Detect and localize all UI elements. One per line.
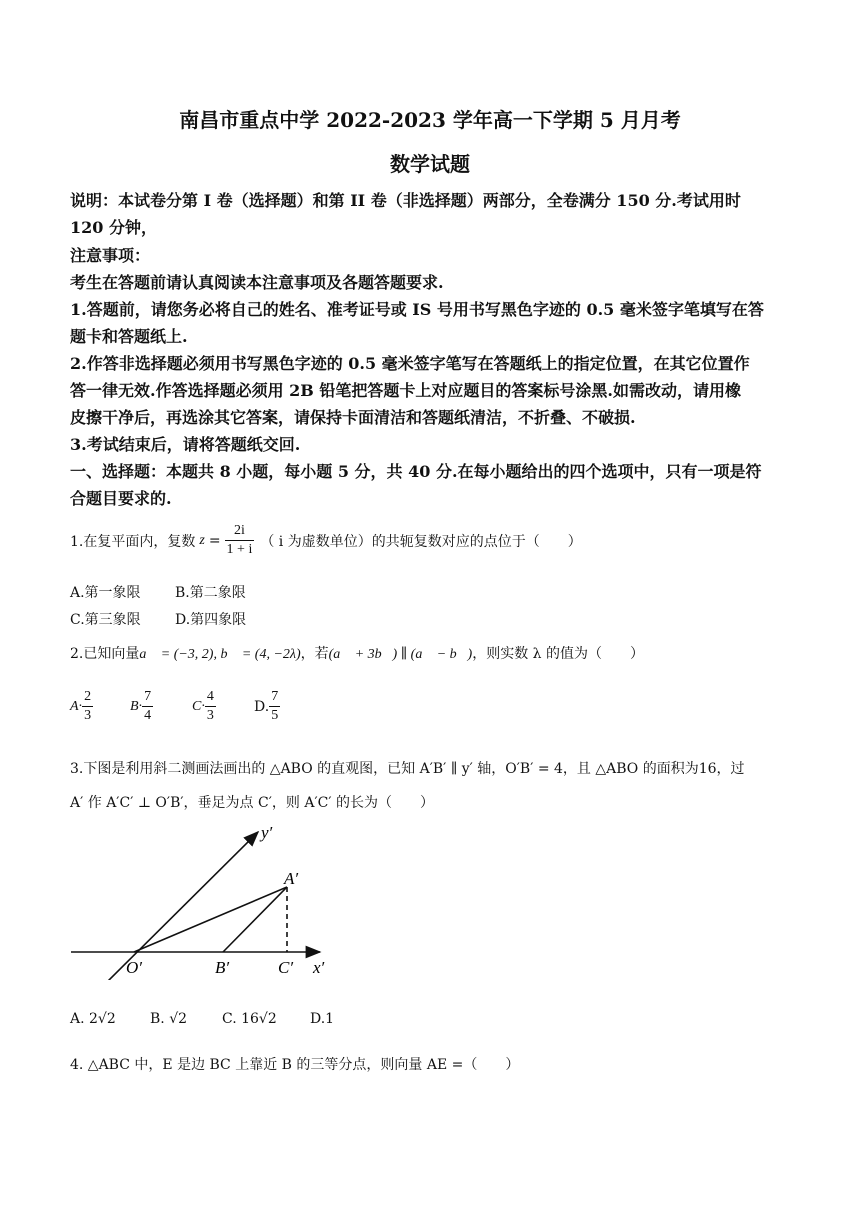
q2-vectors: a⃗ = (−3, 2), b⃗ = (4, −2λ)	[139, 647, 301, 662]
q3-option-d[interactable]: D.1	[310, 1011, 335, 1027]
q2-option-d-num: 7	[269, 688, 280, 707]
label-o-prime: O′	[126, 958, 142, 977]
section-heading-line-1: 一、选择题：本题共 8 小题，每小题 5 分，共 40 分.在每小题给出的四个选项中，只有一项是符	[70, 462, 762, 481]
label-y-prime: y′	[261, 823, 273, 842]
q2-option-c-fraction	[205, 688, 216, 725]
oblique-projection-figure	[68, 820, 368, 980]
q3-option-b[interactable]: B. √2	[150, 1011, 188, 1027]
q2-option-b-den: 4	[144, 708, 152, 723]
q1-paren: （ i 为虚数单位）的共轭复数对应的点位于（ ）	[260, 533, 582, 550]
q2-condition: (a⃗ + 3b⃗) ∥ (a⃗ − b⃗)	[328, 647, 473, 662]
label-a-prime: A′	[284, 869, 299, 888]
instructions-line-9: 3.考试结束后，请将答题纸交回.	[70, 435, 301, 454]
instructions-line-7: 答一律无效.作答选择题必须用 2B 铅笔把答题卡上对应题目的答案标号涂黑.如需改动，请用橡	[70, 381, 741, 400]
q2-option-b-num: 7	[142, 688, 153, 707]
q2-option-a[interactable]	[70, 688, 93, 725]
question-3-line-2: A′ 作 A′C′ ⊥ O′B′，垂足为点 C′，则 A′C′ 的长为（ ）	[70, 795, 434, 811]
q2-option-d-fraction	[269, 688, 280, 725]
q2-suffix: ，则实数 λ 的值为（ ）	[472, 646, 644, 662]
q2-option-b-fraction	[142, 688, 153, 725]
q2-option-d[interactable]	[254, 688, 280, 725]
q1-eq: =	[208, 532, 221, 549]
q2-option-c-num: 4	[205, 688, 216, 707]
notes-title: 注意事项：	[70, 246, 151, 265]
instructions-line-1: 说明：本试卷分第 I 卷（选择题）和第 II 卷（非选择题）两部分，全卷满分 150 分.考试用时	[70, 191, 741, 210]
segment-ba	[223, 887, 287, 952]
q2-option-a-label: A·	[70, 698, 83, 714]
q1-option-b[interactable]: B.第二象限	[175, 585, 246, 601]
q2-option-a-fraction	[82, 688, 93, 725]
instructions-line-3: 考生在答题前请认真阅读本注意事项及各题答题要求.	[70, 273, 444, 292]
question-3-line-1: 3.下图是利用斜二测画法画出的 △ABO 的直观图，已知 A′B′ ∥ y′ 轴，O′B′ = 4，且 △ABO 的面积为16，过	[70, 761, 745, 777]
label-x-prime: x′	[313, 958, 325, 977]
q2-mid: ，若	[300, 646, 329, 662]
q2-option-d-den: 5	[271, 708, 279, 723]
page-title: 南昌市重点中学 2022-2023 学年高一下学期 5 月月考	[179, 108, 681, 132]
q1-prefix: 1.在复平面内，复数	[70, 533, 196, 550]
label-b-prime: B′	[215, 958, 230, 977]
instructions-line-8: 皮擦干净后，再选涂其它答案，请保持卡面清洁和答题纸清洁，不折叠、不破损.	[70, 408, 636, 427]
q2-option-a-num: 2	[82, 688, 93, 707]
q1-fraction	[225, 522, 255, 559]
q1-fraction-denominator: 1 + i	[226, 542, 253, 557]
q2-option-b[interactable]	[130, 688, 153, 725]
question-1	[70, 522, 582, 559]
q2-option-d-label: D.	[254, 698, 270, 715]
q1-option-c[interactable]: C.第三象限	[70, 612, 141, 628]
q2-prefix: 2.已知向量	[70, 646, 140, 662]
q3-option-c[interactable]: C. 16√2	[222, 1011, 277, 1027]
question-4: 4. △ABC 中，E 是边 BC 上靠近 B 的三等分点，则向量 AE =（ ）	[70, 1057, 520, 1073]
q3-option-a[interactable]: A. 2√2	[70, 1011, 116, 1027]
q1-z: z	[199, 532, 205, 548]
q2-option-c[interactable]	[192, 688, 216, 725]
q1-fraction-numerator: 2i	[225, 522, 255, 541]
q2-option-b-label: B·	[130, 698, 143, 714]
question-2	[70, 643, 644, 663]
instructions-line-4: 1.答题前，请您务必将自己的姓名、准考证号或 IS 号用书写黑色字迹的 0.5 毫米签字笔填写在答	[70, 300, 764, 319]
segment-oa	[134, 887, 287, 952]
instructions-line-6: 2.作答非选择题必须用书写黑色字迹的 0.5 毫米签字笔写在答题纸上的指定位置，在其它位置作	[70, 354, 750, 373]
q2-option-c-label: C·	[192, 698, 205, 714]
q1-option-a[interactable]: A.第一象限	[70, 585, 141, 601]
instructions-line-2: 120 分钟，	[70, 218, 157, 237]
q2-option-c-den: 3	[206, 708, 214, 723]
label-c-prime: C′	[278, 958, 294, 977]
section-heading-line-2: 合题目要求的.	[70, 489, 172, 508]
q2-option-a-den: 3	[84, 708, 92, 723]
page-subtitle: 数学试题	[390, 152, 470, 176]
q1-option-d[interactable]: D.第四象限	[175, 612, 247, 628]
instructions-line-5: 题卡和答题纸上.	[70, 327, 188, 346]
